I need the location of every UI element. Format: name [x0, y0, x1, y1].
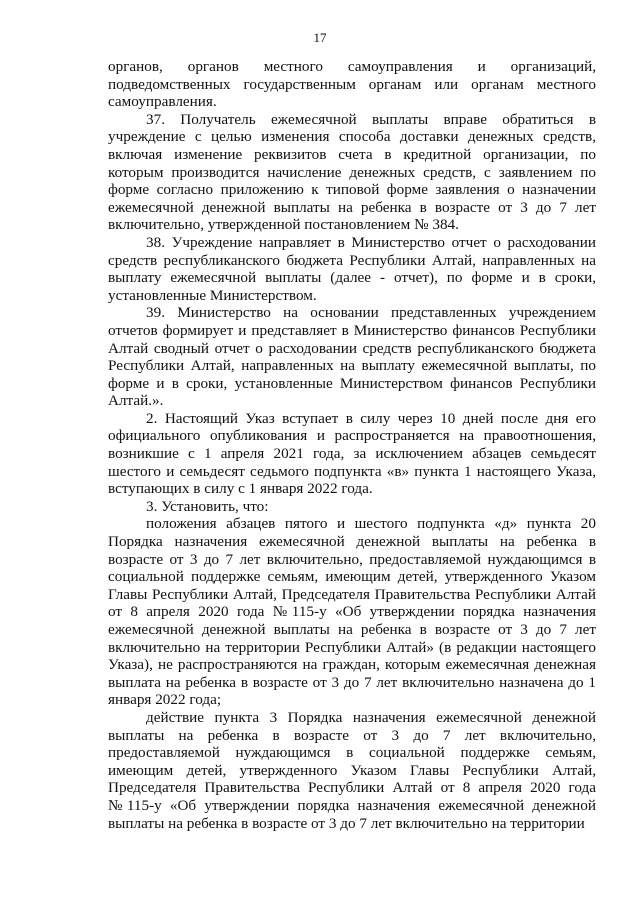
paragraph-decree-2: 2. Настоящий Указ вступает в силу через 10 дней после дня его официального опубликования и распространяется на правоотношения, возникшие с 1 апреля 2021 года, за исключением абзацев семьдесят шестого и семьдесят седьмого подпункта «в» пункта 1 настоящего Указа, вступающих в силу с 1 января 2022 года. [108, 409, 596, 498]
paragraph-continuation: органов, органов местного самоуправления и организаций, подведомственных государственным органам или органам местного самоуправления. [108, 58, 596, 111]
paragraph-decree-3: 3. Установить, что: [146, 497, 269, 515]
paragraph-item-37: 37. Получатель ежемесячной выплаты вправе обратиться в учреждение с целью изменения способа доставки денежных средств, включая изменение реквизитов счета в кредитной организации, по которым производится начисление денежных средств, с заявлением по форме согласно приложению к типовой форме заявления о назначении ежемесячной денежной выплаты на ребенка в возрасте от 3 до 7 лет включительно, утвержденной постановлением № 384. [108, 110, 596, 234]
page-number: 17 [313, 30, 327, 45]
paragraph-item-38: 38. Учреждение направляет в Министерство отчет о расходовании средств республиканского бюджета Республики Алтай, направленных на выплату ежемесячной выплаты (далее - отчет), по форме и в сроки, установленные Министерством. [108, 233, 596, 304]
paragraph-decree-3-clause-2: действие пункта 3 Порядка назначения ежемесячной денежной выплаты на ребенка в возрасте от 3 до 7 лет включительно, предоставляемой нуждающимся в социальной поддержке семьям, имеющим детей, утвержденного Указом Главы Республики Алтай, Председателя Правительства Республики Алтай от 8 апреля 2020 года №115-у «Об утверждении порядка назначения ежемесячной денежной выплаты на ребенка в возрасте от 3 до 7 лет включительно на территории [108, 708, 596, 832]
document-body [108, 58, 596, 832]
paragraph-decree-3-clause-1: положения абзацев пятого и шестого подпункта «д» пункта 20 Порядка назначения ежемесячной денежной выплаты на ребенка в возрасте от 3 до 7 лет включительно, предоставляемой нуждающимся в социальной поддержке семьям, имеющим детей, утвержденного Указом Главы Республики Алтай, Председателя Правительства Республики Алтай от 8 апреля 2020 года №115-у «Об утверждении порядка назначения ежемесячной денежной выплаты на ребенка в возрасте от 3 до 7 лет включительно на территории Республики Алтай» (в редакции настоящего Указа), не распространяются на граждан, которым ежемесячная денежная выплата на ребенка в возрасте от 3 до 7 лет включительно назначена до 1 января 2022 года; [108, 515, 596, 709]
paragraph-item-39: 39. Министерство на основании представленных учреждением отчетов формирует и представляет в Министерство финансов Республики Алтай сводный отчет о расходовании средств республиканского бюджета Республики Алтай, направленных на выплату ежемесячной выплаты, по форме и в сроки, установленные Министерством финансов Республики Алтай.». [108, 304, 596, 410]
